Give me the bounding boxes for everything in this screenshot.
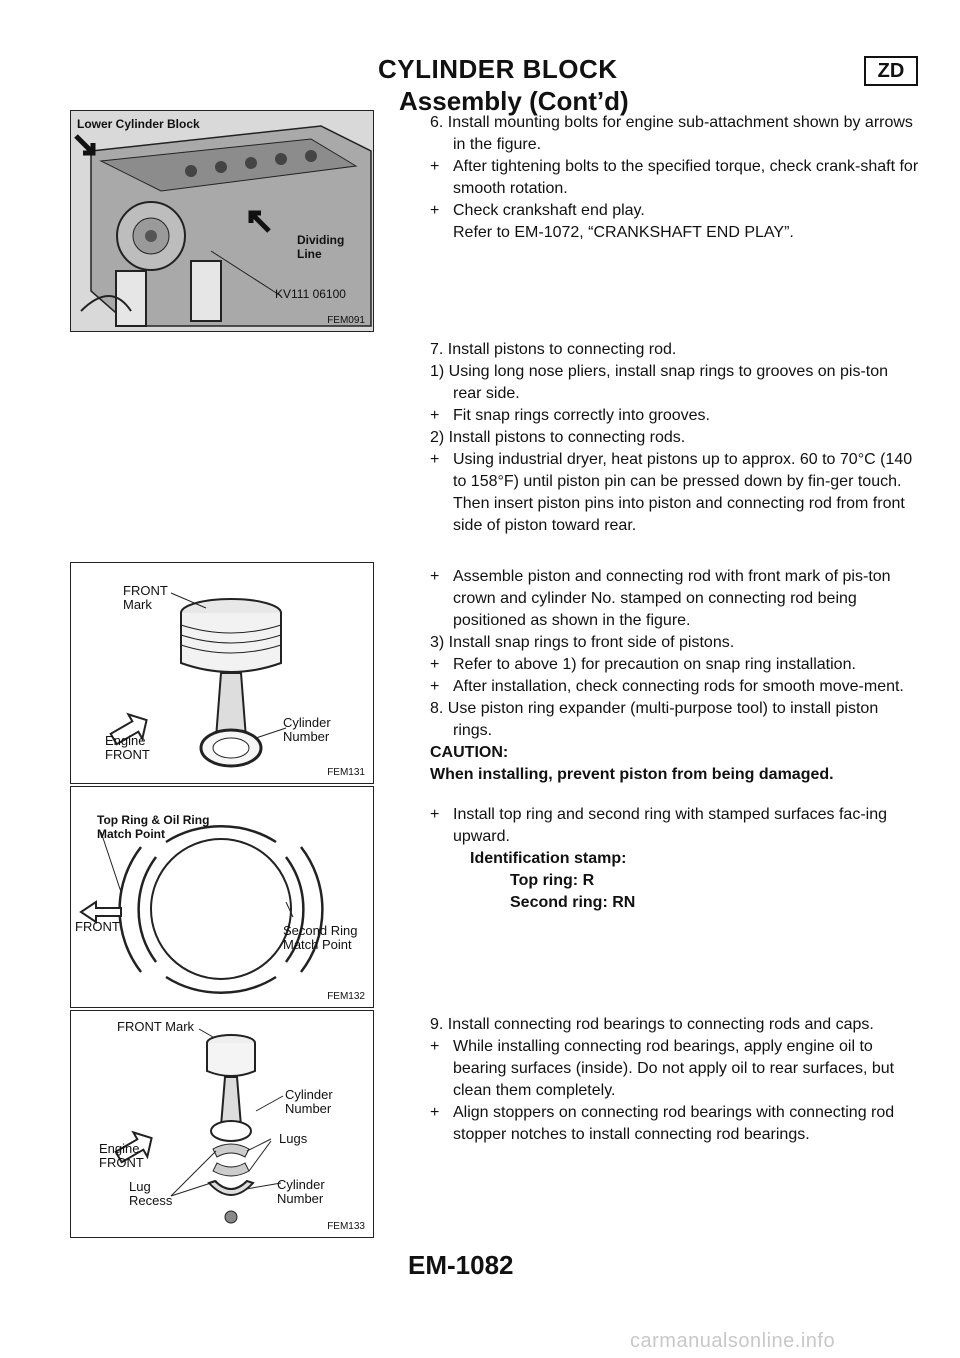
caution-title: CAUTION: [430,744,509,761]
bearing-illustration [71,1011,373,1237]
label-front: FRONT [123,583,168,598]
bullet-text: Assemble piston and connecting rod with front mark of pis-ton crown and cylinder No. stamped on connecting rod being positioned as shown in the figure. [453,568,891,629]
bullet-item [430,200,920,222]
label-lug: Lug [129,1179,151,1194]
label-number-2: Number [277,1191,324,1206]
label-engine-front: FRONT [105,747,150,762]
label-tool-number: KV111 06100 [275,287,346,301]
text-block-step9 [430,1014,920,1146]
bullet-mark: + [430,1038,440,1055]
bullet-mark: + [430,451,440,468]
bullet-item [430,654,920,676]
engine-badge: ZD [864,56,918,86]
reference-text: Refer to EM-1072, “CRANKSHAFT END PLAY”. [453,224,794,241]
label-number-1: Number [285,1101,332,1116]
bullet-mark: + [430,407,440,424]
bullet-item [430,566,920,632]
label-cylinder-1: Cylinder [285,1087,333,1102]
figure-code: FEM091 [327,315,365,326]
text-block-step6 [430,112,920,244]
step-9: 9. Install connecting rod bearings to connecting rods and caps. [430,1016,874,1033]
label-front-mark: FRONT Mark [117,1019,195,1034]
substep-3: 3) Install snap rings to front side of pistons. [430,634,735,651]
text-block-step7 [430,339,920,537]
label-match-point-1: Match Point [97,827,165,841]
bullet-text: Refer to above 1) for precaution on snap ring installation. [453,656,856,673]
label-mark: Mark [123,597,152,612]
page-subtitle: Assembly (Cont’d) [399,86,629,116]
label-lower-cylinder-block: Lower Cylinder Block [77,117,200,131]
figure-code: FEM131 [327,767,365,778]
bullet-text: Using industrial dryer, heat pistons up to approx. 60 to 70°C (140 to 158°F) until piston pin can be pressed down by fin-ger touch. Then insert piston pins into piston and connecting rod from front side of piston toward rear. [453,451,913,534]
label-second-ring: Second Ring [283,923,358,938]
figure-fem091 [70,110,374,332]
bullet-item [430,1102,920,1146]
label-lugs: Lugs [279,1131,308,1146]
bullet-text: After tightening bolts to the specified torque, check crank-shaft for smooth rotation. [453,158,919,197]
text-block-rings [430,804,920,914]
figure-code: FEM132 [327,991,365,1002]
label-match-point-2: Match Point [283,937,352,952]
bullet-mark: + [430,202,440,219]
bullet-item [430,449,920,537]
page-number: EM-1082 [408,1250,514,1280]
bullet-mark: + [430,158,440,175]
label-top-oil-ring: Top Ring & Oil Ring [97,813,210,827]
bullet-text: While installing connecting rod bearings, apply engine oil to bearing surfaces (inside). Do not apply oil to rear surfaces, but clean them completely. [453,1038,895,1099]
label-engine: Engine [99,1141,140,1156]
caution-text: When installing, prevent piston from being damaged. [430,766,834,783]
bullet-text: Align stoppers on connecting rod bearings with connecting rod stopper notches to install connecting rod bearings. [453,1104,895,1143]
label-engine-front: FRONT [99,1155,144,1170]
bullet-text: Fit snap rings correctly into grooves. [453,407,710,424]
text-block-assemble [430,566,920,786]
bullet-mark: + [430,678,440,695]
label-engine: Engine [105,733,146,748]
bullet-item [430,156,920,200]
label-recess: Recess [129,1193,173,1208]
bullet-text: Check crankshaft end play. [453,202,645,219]
bullet-mark: + [430,1104,440,1121]
watermark: carmanualsonline.info [630,1330,836,1352]
bullet-text: Install top ring and second ring with stamped surfaces fac-ing upward. [453,806,888,845]
identification-top-ring: Top ring: R [510,872,595,889]
bullet-text: After installation, check connecting rods for smooth move-ment. [453,678,904,695]
bullet-mark: + [430,806,440,823]
step-7: 7. Install pistons to connecting rod. [430,341,677,358]
figure-code: FEM133 [327,1221,365,1232]
step-6: 6. Install mounting bolts for engine sub-attachment shown by arrows in the figure. [430,114,913,153]
label-line: Line [297,247,322,261]
label-front-arrow: FRONT [75,919,120,934]
section-title: CYLINDER BLOCK [378,54,618,84]
label-cylinder-2: Cylinder [277,1177,325,1192]
label-dividing: Dividing [297,233,345,247]
bullet-item [430,676,920,698]
bullet-mark: + [430,656,440,673]
label-cylinder: Cylinder [283,715,331,730]
identification-title: Identification stamp: [470,850,627,867]
figure-fem133 [70,1010,374,1238]
bullet-mark: + [430,568,440,585]
substep-2: 2) Install pistons to connecting rods. [430,429,686,446]
figure-fem131 [70,562,374,784]
step-8: 8. Use piston ring expander (multi-purpose tool) to install piston rings. [430,700,879,739]
identification-second-ring: Second ring: RN [510,894,636,911]
bullet-item [430,405,920,427]
bullet-item [430,1036,920,1102]
label-number: Number [283,729,330,744]
substep-1: 1) Using long nose pliers, install snap rings to grooves on pis-ton rear side. [430,363,889,402]
figure-fem132 [70,786,374,1008]
bullet-item [430,804,920,848]
